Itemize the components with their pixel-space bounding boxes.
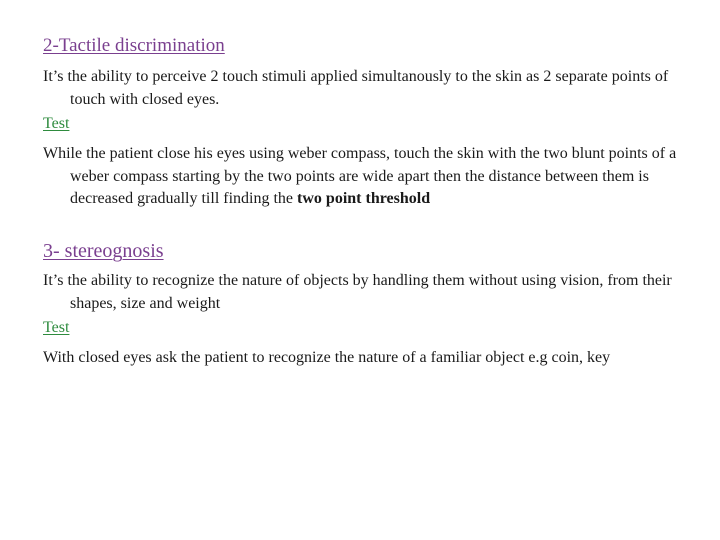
stereognosis-definition: It’s the ability to recognize the nature of objects by handling them without using vision, from their shapes, size and weight [43,272,672,312]
tactile-discrimination-test-label: Test [43,115,70,132]
stereognosis-test-text: With closed eyes ask the patient to recognize the nature of a familiar object e.g coin, key [43,349,611,366]
test-text-body: While the patient close his eyes using weber compass, touch the skin with the two blunt points of a weber compass starting by the two points are wide apart then the distance between them is decreased gradually till finding the [43,145,677,207]
section-heading-tactile-discrimination: 2-Tactile discrimination [43,35,225,56]
section-heading-stereognosis: 3- stereognosis [43,240,164,262]
stereognosis-test-label: Test [43,319,70,336]
test-text-bold-term: two point threshold [297,190,431,207]
tactile-discrimination-test-text [43,143,683,211]
tactile-discrimination-definition: It’s the ability to perceive 2 touch stimuli applied simultanously to the skin as 2 separate points of touch with closed eyes. [43,68,669,108]
